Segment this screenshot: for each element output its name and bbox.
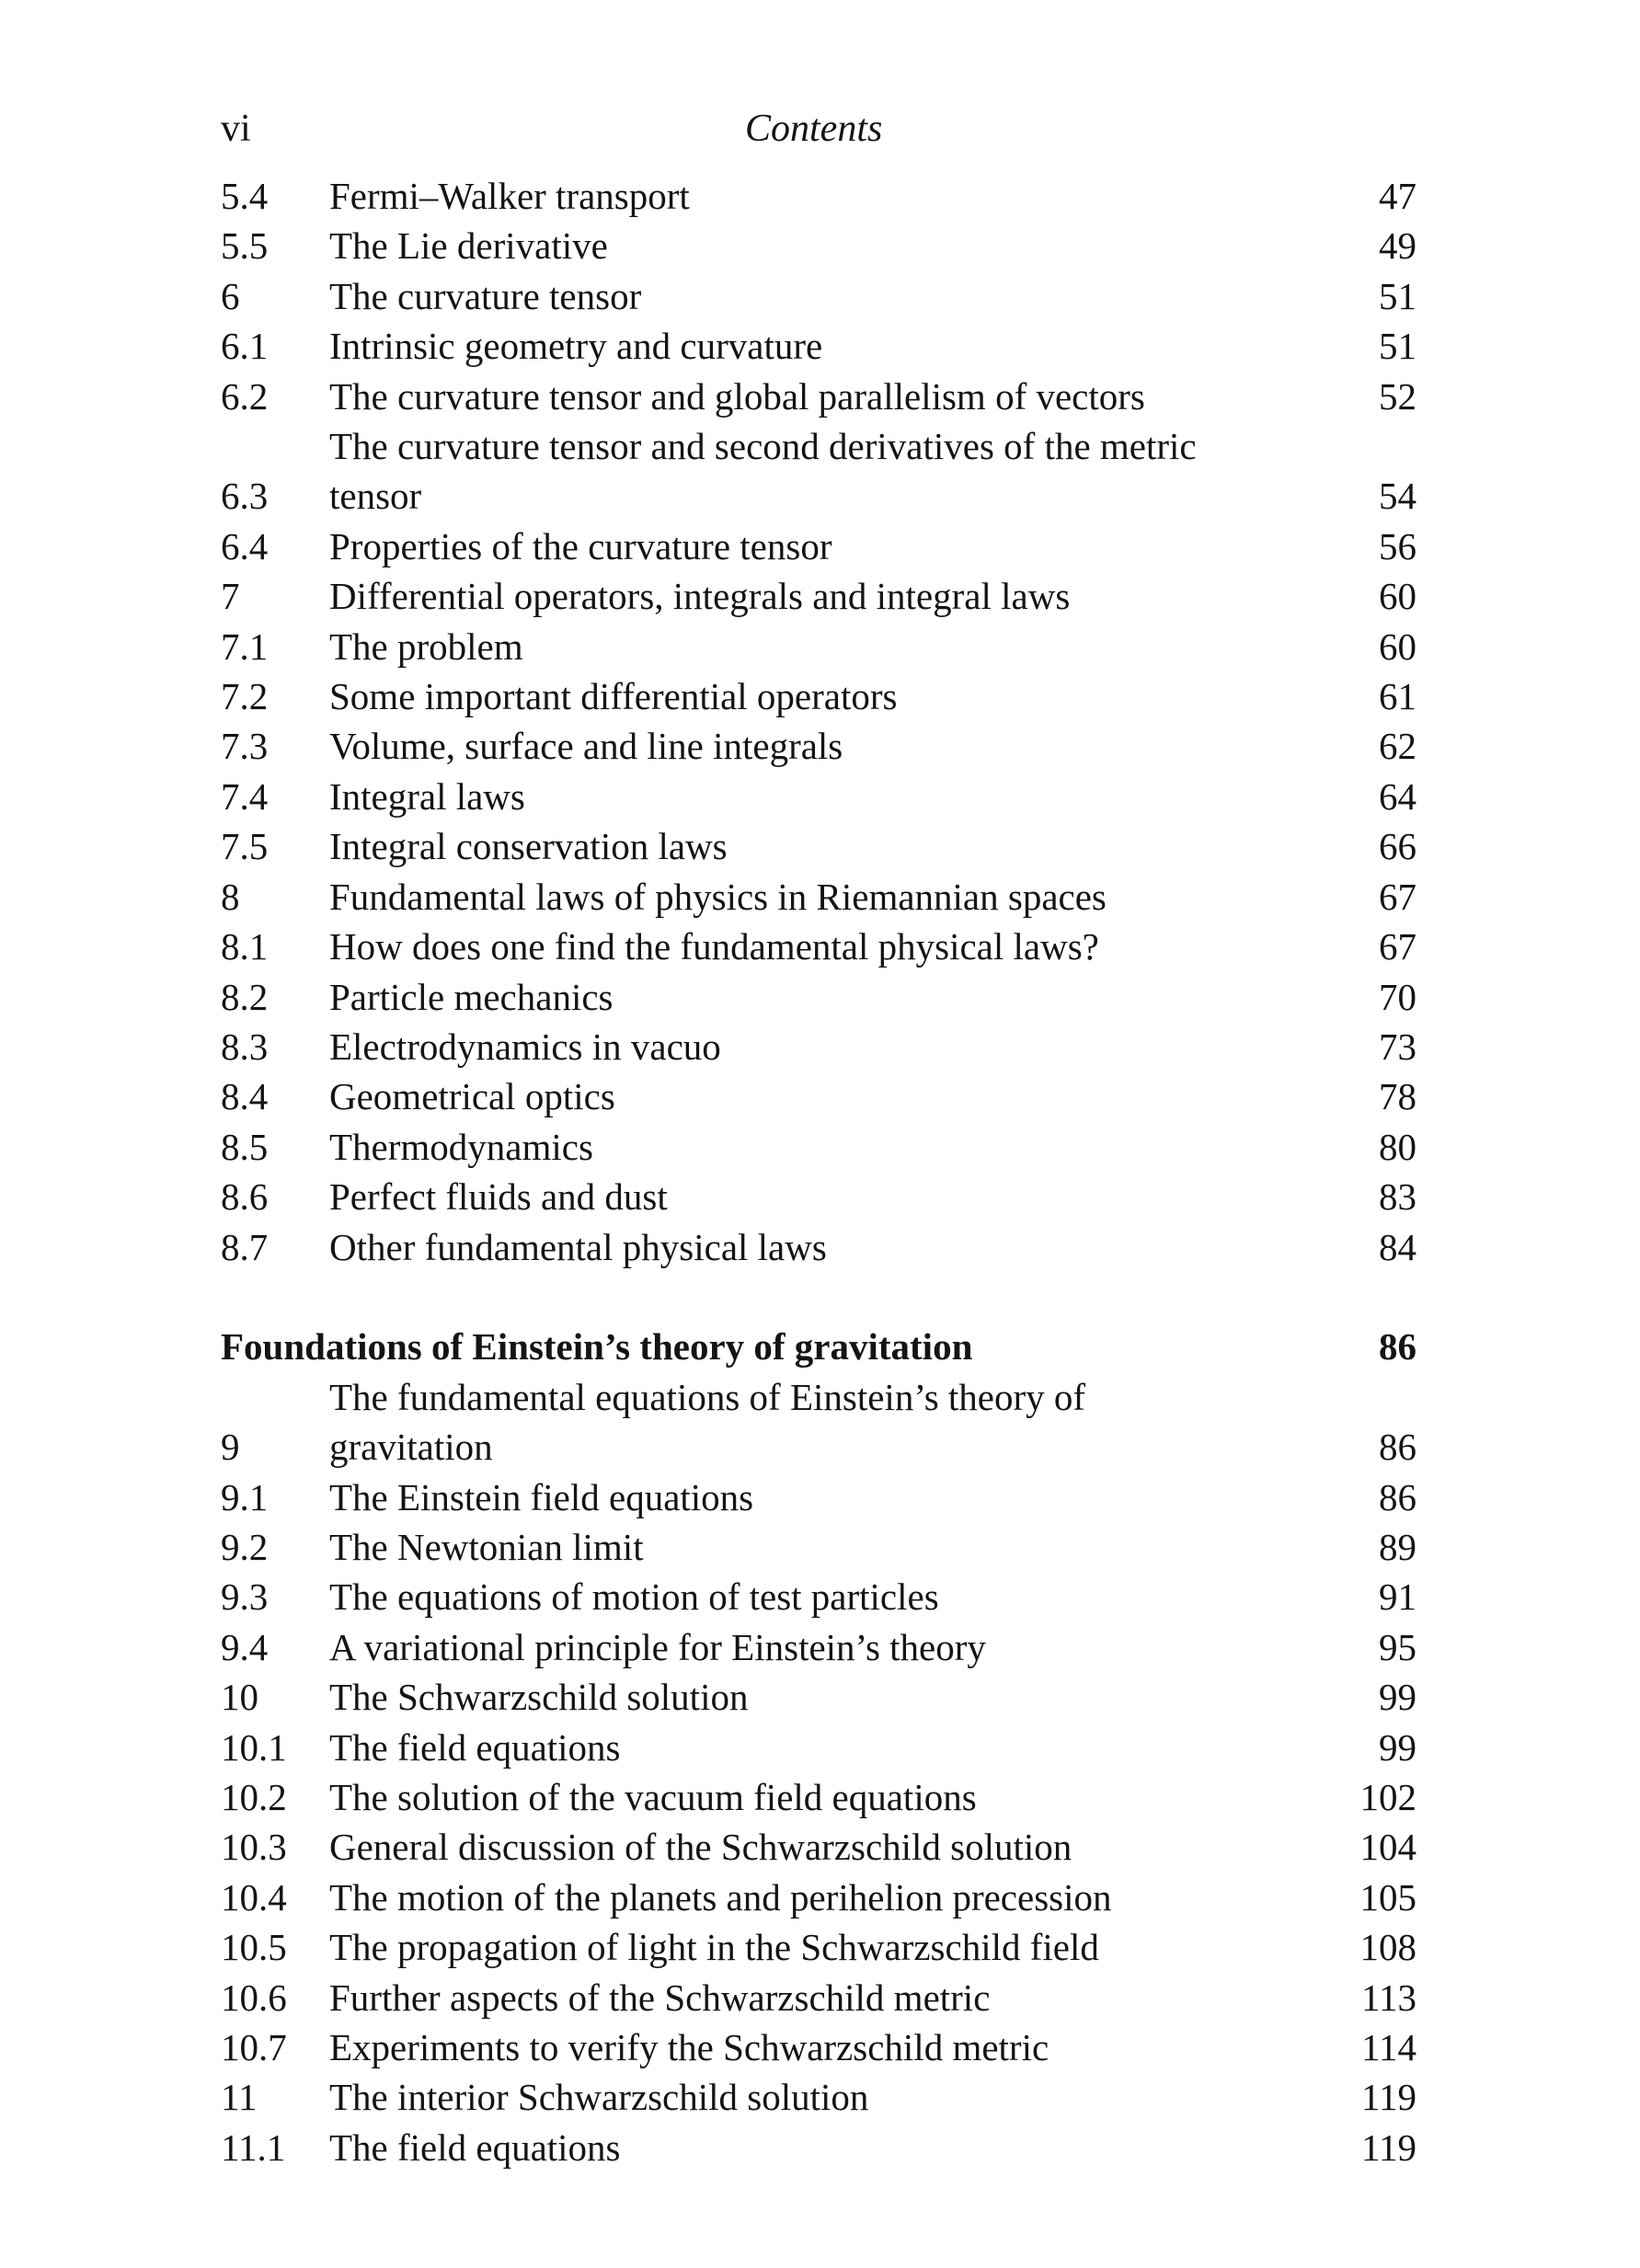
entry-title	[329, 772, 1286, 821]
entry-page-number: 105	[1359, 1875, 1416, 1919]
toc-entry	[221, 521, 1416, 571]
toc-entry	[221, 421, 1416, 521]
entry-title	[329, 1222, 1286, 1272]
toc-entry	[221, 571, 1416, 621]
toc-entry	[221, 271, 1416, 321]
entry-number: 10.6	[221, 1976, 287, 2019]
entry-title	[329, 1122, 1286, 1172]
entry-title	[329, 872, 1286, 922]
entry-title	[329, 321, 1286, 371]
entry-title-line: Integral conservation laws	[329, 825, 728, 868]
entry-number: 6.4	[221, 524, 269, 567]
entry-number: 7.1	[221, 624, 269, 668]
entry-page-number: 64	[1379, 774, 1416, 818]
entry-page-number: 104	[1359, 1826, 1416, 1869]
entry-title-line: A variational principle for Einstein’s theory	[329, 1625, 986, 1668]
entry-page-number: 113	[1361, 1976, 1416, 2019]
entry-title-line: Fermi–Walker transport	[329, 175, 690, 217]
entry-title	[329, 1672, 1286, 1722]
toc-entry	[221, 821, 1416, 871]
entry-title-line: The curvature tensor and global parallelism of vectors	[329, 374, 1145, 418]
entry-title-line: Intrinsic geometry and curvature	[329, 325, 823, 368]
toc-entry	[221, 1723, 1416, 1772]
entry-title-line: The field equations	[329, 1725, 621, 1769]
toc-entry	[221, 2123, 1416, 2172]
entry-page-number: 51	[1379, 274, 1416, 317]
entry-page-number: 102	[1359, 1775, 1416, 1818]
entry-page-number: 67	[1379, 925, 1416, 968]
entry-title-line: The field equations	[329, 2125, 621, 2169]
entry-page-number: 86	[1379, 1475, 1416, 1518]
part-heading	[221, 1322, 1416, 1371]
entry-page-number: 114	[1361, 2026, 1416, 2069]
toc-entry	[221, 622, 1416, 671]
entry-number: 8	[221, 875, 240, 918]
entry-title-line: Further aspects of the Schwarzschild metric	[329, 1976, 991, 2019]
running-head	[221, 103, 1416, 155]
page-folio: vi	[221, 108, 251, 150]
entry-page-number: 60	[1379, 624, 1416, 668]
entry-title	[329, 1922, 1286, 1972]
entry-title	[329, 2072, 1286, 2122]
entry-number: 7.3	[221, 725, 269, 768]
entry-page-number: 89	[1379, 1525, 1416, 1568]
toc-entry	[221, 1122, 1416, 1172]
entry-page-number: 84	[1379, 1225, 1416, 1268]
entry-number: 10	[221, 1676, 258, 1719]
entry-title	[329, 271, 1286, 321]
entry-page-number: 66	[1379, 825, 1416, 868]
entry-title-line: The fundamental equations of Einstein’s theory of	[329, 1375, 1086, 1418]
entry-title-line: General discussion of the Schwarzschild solution	[329, 1826, 1072, 1869]
entry-title	[329, 922, 1286, 971]
entry-title-line: Volume, surface and line integrals	[329, 725, 843, 768]
entry-title	[329, 1723, 1286, 1772]
toc-entry	[221, 872, 1416, 922]
entry-title	[329, 1022, 1286, 1071]
entry-number: 7	[221, 575, 240, 618]
entry-title	[329, 1472, 1286, 1522]
toc-entries-before	[221, 171, 1416, 1272]
toc-entry	[221, 1822, 1416, 1872]
entry-title-line: Thermodynamics	[329, 1125, 593, 1168]
entry-number: 9	[221, 1426, 240, 1469]
entry-page-number: 78	[1379, 1075, 1416, 1118]
entry-number: 7.4	[221, 774, 269, 818]
entry-title-line: gravitation	[329, 1426, 493, 1469]
entry-title	[329, 2022, 1286, 2072]
entry-title	[329, 972, 1286, 1022]
entry-page-number: 70	[1379, 975, 1416, 1018]
entry-number: 9.1	[221, 1475, 269, 1518]
toc-list	[221, 171, 1416, 2172]
toc-entry	[221, 1772, 1416, 1822]
entry-title	[329, 821, 1286, 871]
entry-page-number: 99	[1379, 1725, 1416, 1769]
entry-title	[329, 2123, 1286, 2172]
entry-number: 9.2	[221, 1525, 269, 1568]
toc-entry	[221, 1873, 1416, 1922]
entry-number: 9.4	[221, 1625, 269, 1668]
entry-number: 10.1	[221, 1725, 287, 1769]
entry-title-line: Some important differential operators	[329, 675, 898, 718]
entry-page-number: 52	[1379, 374, 1416, 418]
entry-page-number: 95	[1379, 1625, 1416, 1668]
entry-number: 10.4	[221, 1875, 287, 1919]
entry-title	[329, 221, 1286, 270]
entry-number: 8.5	[221, 1125, 269, 1168]
toc-entry	[221, 1071, 1416, 1121]
entry-title	[329, 1372, 1286, 1472]
entry-number: 6.2	[221, 374, 269, 418]
entry-page-number: 99	[1379, 1676, 1416, 1719]
entry-page-number: 54	[1379, 475, 1416, 518]
entry-title-line: Perfect fluids and dust	[329, 1175, 668, 1219]
entry-title-line: Geometrical optics	[329, 1075, 615, 1118]
toc-entry	[221, 922, 1416, 971]
entry-title	[329, 521, 1286, 571]
entry-title-line: Experiments to verify the Schwarzschild metric	[329, 2026, 1049, 2069]
entry-title-line: The curvature tensor	[329, 274, 642, 317]
toc-entry	[221, 1522, 1416, 1572]
toc-entry	[221, 221, 1416, 270]
entry-number: 10.3	[221, 1826, 287, 1869]
entry-title-line: The Schwarzschild solution	[329, 1676, 749, 1719]
entry-title-line: tensor	[329, 475, 422, 518]
entry-title	[329, 372, 1286, 421]
entry-title	[329, 1973, 1286, 2022]
entry-title-line: The problem	[329, 624, 523, 668]
entry-title-line: Differential operators, integrals and integral laws	[329, 575, 1071, 618]
entry-page-number: 47	[1379, 175, 1416, 217]
entry-title	[329, 1172, 1286, 1221]
entry-page-number: 83	[1379, 1175, 1416, 1219]
entry-page-number: 67	[1379, 875, 1416, 918]
toc-entry	[221, 972, 1416, 1022]
toc-entry	[221, 1973, 1416, 2022]
entry-number: 7.2	[221, 675, 269, 718]
entry-page-number: 73	[1379, 1025, 1416, 1068]
entry-number: 11	[221, 2076, 258, 2119]
entry-page-number: 51	[1379, 325, 1416, 368]
entry-title	[329, 1772, 1286, 1822]
entry-page-number: 119	[1361, 2125, 1416, 2169]
entry-title-line: The solution of the vacuum field equations	[329, 1775, 977, 1818]
entry-number: 9.3	[221, 1575, 269, 1619]
toc-entry	[221, 1022, 1416, 1071]
toc-entry	[221, 1622, 1416, 1672]
entry-title-line: The Newtonian limit	[329, 1525, 644, 1568]
entry-title	[329, 1822, 1286, 1872]
entry-number: 7.5	[221, 825, 269, 868]
entry-title-line: The Einstein field equations	[329, 1475, 754, 1518]
entry-title	[329, 421, 1286, 521]
entry-number: 8.3	[221, 1025, 269, 1068]
toc-entry	[221, 1922, 1416, 1972]
entry-title	[329, 1873, 1286, 1922]
running-title: Contents	[745, 108, 883, 150]
entry-page-number: 60	[1379, 575, 1416, 618]
entry-title	[329, 1522, 1286, 1572]
toc-entry	[221, 721, 1416, 771]
entry-number: 5.5	[221, 224, 269, 268]
entry-title-line: The equations of motion of test particles	[329, 1575, 939, 1619]
toc-entry	[221, 1172, 1416, 1221]
toc-entry	[221, 1672, 1416, 1722]
entry-title-line: Electrodynamics in vacuo	[329, 1025, 721, 1068]
entry-title-line: The propagation of light in the Schwarzschild field	[329, 1926, 1099, 1969]
entry-title-line: The curvature tensor and second derivatives of the metric	[329, 425, 1197, 468]
toc-entry	[221, 372, 1416, 421]
entry-page-number: 108	[1359, 1926, 1416, 1969]
part-title: Foundations of Einstein’s theory of gravitation	[221, 1325, 973, 1369]
entry-number: 6.1	[221, 325, 269, 368]
entry-title-line: How does one find the fundamental physical laws?	[329, 925, 1099, 968]
toc-entry	[221, 2072, 1416, 2122]
entry-title-line: Other fundamental physical laws	[329, 1225, 827, 1268]
toc-entry	[221, 1572, 1416, 1621]
entry-title-line: Integral laws	[329, 774, 525, 818]
entry-number: 8.2	[221, 975, 269, 1018]
part-page-number: 86	[1379, 1325, 1416, 1369]
entry-title	[329, 1071, 1286, 1121]
entry-title	[329, 171, 1286, 221]
toc-entry	[221, 1372, 1416, 1472]
entry-title	[329, 571, 1286, 621]
entry-number: 6.3	[221, 475, 269, 518]
entry-title-line: Properties of the curvature tensor	[329, 524, 832, 567]
toc-entry	[221, 772, 1416, 821]
toc-entry	[221, 171, 1416, 221]
entry-title	[329, 622, 1286, 671]
entry-number: 8.7	[221, 1225, 269, 1268]
entry-page-number: 86	[1379, 1426, 1416, 1469]
entry-number: 11.1	[221, 2125, 286, 2169]
entry-title	[329, 721, 1286, 771]
entry-page-number: 80	[1379, 1125, 1416, 1168]
toc-entry	[221, 1472, 1416, 1522]
toc-entries-after	[221, 1372, 1416, 2173]
entry-title-line: Fundamental laws of physics in Riemannian spaces	[329, 875, 1107, 918]
entry-title-line: The motion of the planets and perihelion precession	[329, 1875, 1112, 1919]
entry-number: 6	[221, 274, 240, 317]
entry-page-number: 56	[1379, 524, 1416, 567]
entry-title-line: Particle mechanics	[329, 975, 614, 1018]
toc-entry	[221, 2022, 1416, 2072]
entry-number: 10.5	[221, 1926, 287, 1969]
toc-entry	[221, 671, 1416, 721]
entry-title-line: The Lie derivative	[329, 224, 608, 268]
entry-number: 8.1	[221, 925, 269, 968]
entry-title-line: The interior Schwarzschild solution	[329, 2076, 869, 2119]
entry-number: 10.2	[221, 1775, 287, 1818]
toc-entry	[221, 321, 1416, 371]
entry-title	[329, 1572, 1286, 1621]
entry-page-number: 61	[1379, 675, 1416, 718]
entry-page-number: 91	[1379, 1575, 1416, 1619]
toc-entry	[221, 1222, 1416, 1272]
entry-number: 8.6	[221, 1175, 269, 1219]
entry-number: 8.4	[221, 1075, 269, 1118]
entry-page-number: 119	[1361, 2076, 1416, 2119]
entry-page-number: 49	[1379, 224, 1416, 268]
entry-title	[329, 1622, 1286, 1672]
entry-page-number: 62	[1379, 725, 1416, 768]
entry-number: 10.7	[221, 2026, 287, 2069]
entry-number: 5.4	[221, 175, 269, 217]
entry-title	[329, 671, 1286, 721]
